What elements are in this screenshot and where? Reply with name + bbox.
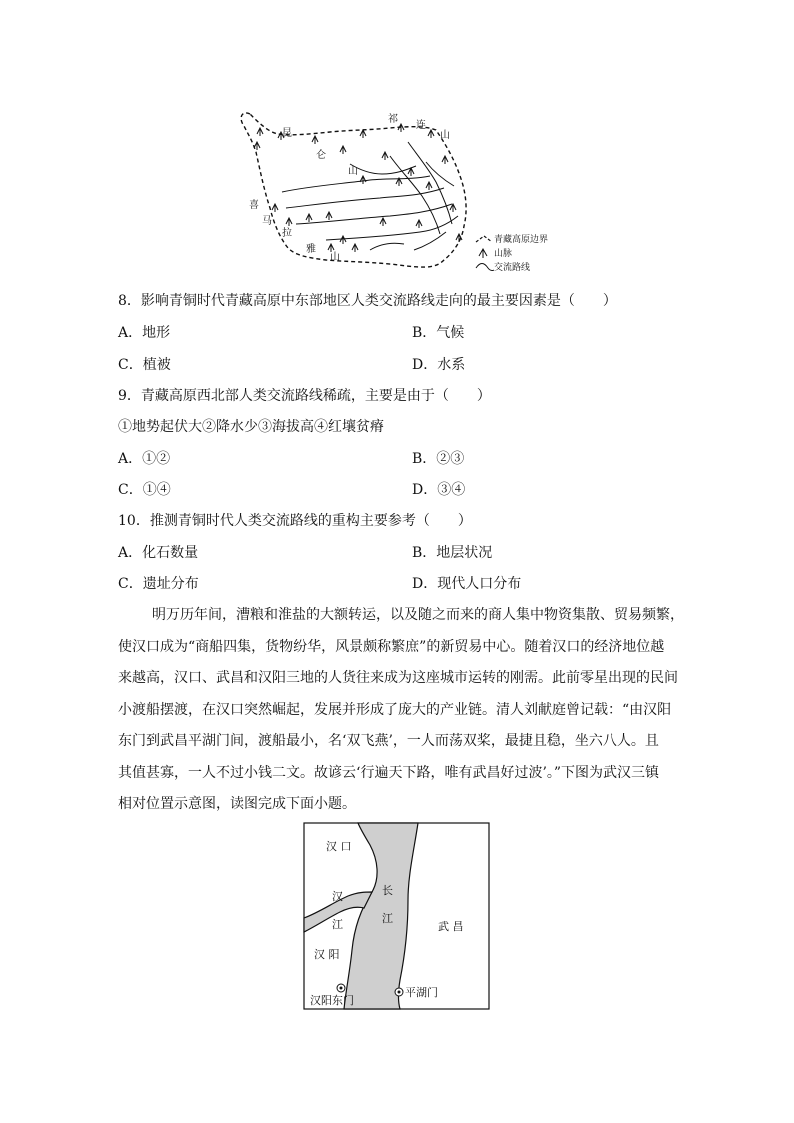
wuhan-three-towns-map	[300, 820, 495, 1015]
legend-route-symbol	[476, 264, 494, 271]
map-legend	[476, 233, 548, 273]
passage-line-7: 相对位置示意图，读图完成下面小题。	[118, 796, 356, 812]
label-hankou: 汉 口	[326, 840, 352, 853]
tibet-route-map	[230, 100, 560, 280]
q10-option-d: D．现代人口分布	[412, 576, 522, 592]
label-ya: 雅	[306, 244, 316, 255]
exchange-routes	[282, 142, 458, 250]
hanyang-east-gate-marker-dot	[340, 987, 343, 990]
passage-line-5: 东门到武昌平湖门间，渡船最小，名‘双飞燕’，一人而荡双桨，最捷且稳，坐六八人。且	[118, 733, 659, 749]
label-yangtze-1: 长	[382, 884, 393, 897]
label-lun: 仑	[316, 150, 326, 161]
passage-line-3: 来越高，汉口、武昌和汉阳三地的人货往来成为这座城市运转的刚需。此前零星出现的民间	[118, 670, 678, 686]
q10-option-b: B．地层状况	[412, 545, 493, 561]
legend-mountain-label: 山脉	[494, 249, 513, 259]
q8-option-b: B．气候	[412, 325, 465, 341]
label-han-river-2: 江	[332, 918, 343, 931]
label-qi: 祁	[388, 114, 398, 125]
legend-mountain-symbol	[479, 249, 487, 258]
label-kun: 昆	[282, 128, 292, 139]
label-shan-himalaya: 山	[330, 252, 340, 263]
q10-option-c: C．遗址分布	[118, 576, 199, 592]
question-9-statements: ①地势起伏大②降水少③海拔高④红壤贫瘠	[118, 419, 384, 435]
label-pinghu-gate: 平湖门	[405, 986, 438, 999]
q9-option-a: A．①②	[118, 451, 171, 467]
label-xi: 喜	[249, 200, 259, 211]
plateau-boundary	[241, 113, 466, 267]
label-han-river-1: 汉	[332, 890, 343, 903]
q9-option-b: B．②③	[412, 451, 465, 467]
passage-line-1: 明万历年间，漕粮和淮盐的大额转运，以及随之而来的商人集中物资集散、贸易频繁，	[152, 607, 684, 623]
passage	[118, 600, 694, 821]
label-wuchang: 武 昌	[438, 920, 464, 933]
q8-option-d: D．水系	[412, 357, 466, 373]
pinghu-gate-marker-dot	[398, 991, 401, 994]
label-yangtze-2: 江	[382, 912, 393, 925]
legend-boundary-symbol	[476, 236, 492, 242]
label-shan-kunlun: 山	[348, 166, 358, 177]
label-shan-qilian: 山	[440, 130, 450, 141]
legend-boundary-label: 青藏高原边界	[494, 235, 549, 245]
q9-option-c: C．①④	[118, 482, 171, 498]
q8-option-c: C．植被	[118, 357, 171, 373]
passage-line-4: 小渡船摆渡，在汉口突然崛起，发展并形成了庞大的产业链。清人刘献庭曾记载：“由汉阳	[118, 701, 672, 718]
label-lian: 连	[416, 120, 426, 131]
label-ma: 马	[262, 216, 272, 227]
question-9-stem: 9．青藏高原西北部人类交流路线稀疏，主要是由于（ ）	[118, 388, 491, 404]
q8-option-a: A．地形	[118, 325, 171, 341]
legend-route-label: 交流路线	[494, 263, 531, 273]
label-la: 拉	[282, 228, 292, 239]
label-hanyang-east-gate: 汉阳东门	[310, 994, 354, 1007]
passage-line-6: 其值甚寡，一人不过小钱二文。故谚云‘行遍天下路，唯有武昌好过波’。”下图为武汉三镇	[118, 764, 660, 781]
question-10-stem: 10．推测青铜时代人类交流路线的重构主要参考（ ）	[118, 513, 472, 529]
question-8-stem: 8．影响青铜时代青藏高原中东部地区人类交流路线走向的最主要因素是（ ）	[118, 293, 617, 309]
label-hanyang: 汉 阳	[314, 948, 340, 961]
q9-option-d: D．③④	[412, 482, 466, 498]
q10-option-a: A．化石数量	[118, 545, 199, 561]
passage-line-2: 使汉口成为“商船四集，货物纷华，风景颇称繁庶”的新贸易中心。随着汉口的经济地位越	[118, 638, 665, 655]
